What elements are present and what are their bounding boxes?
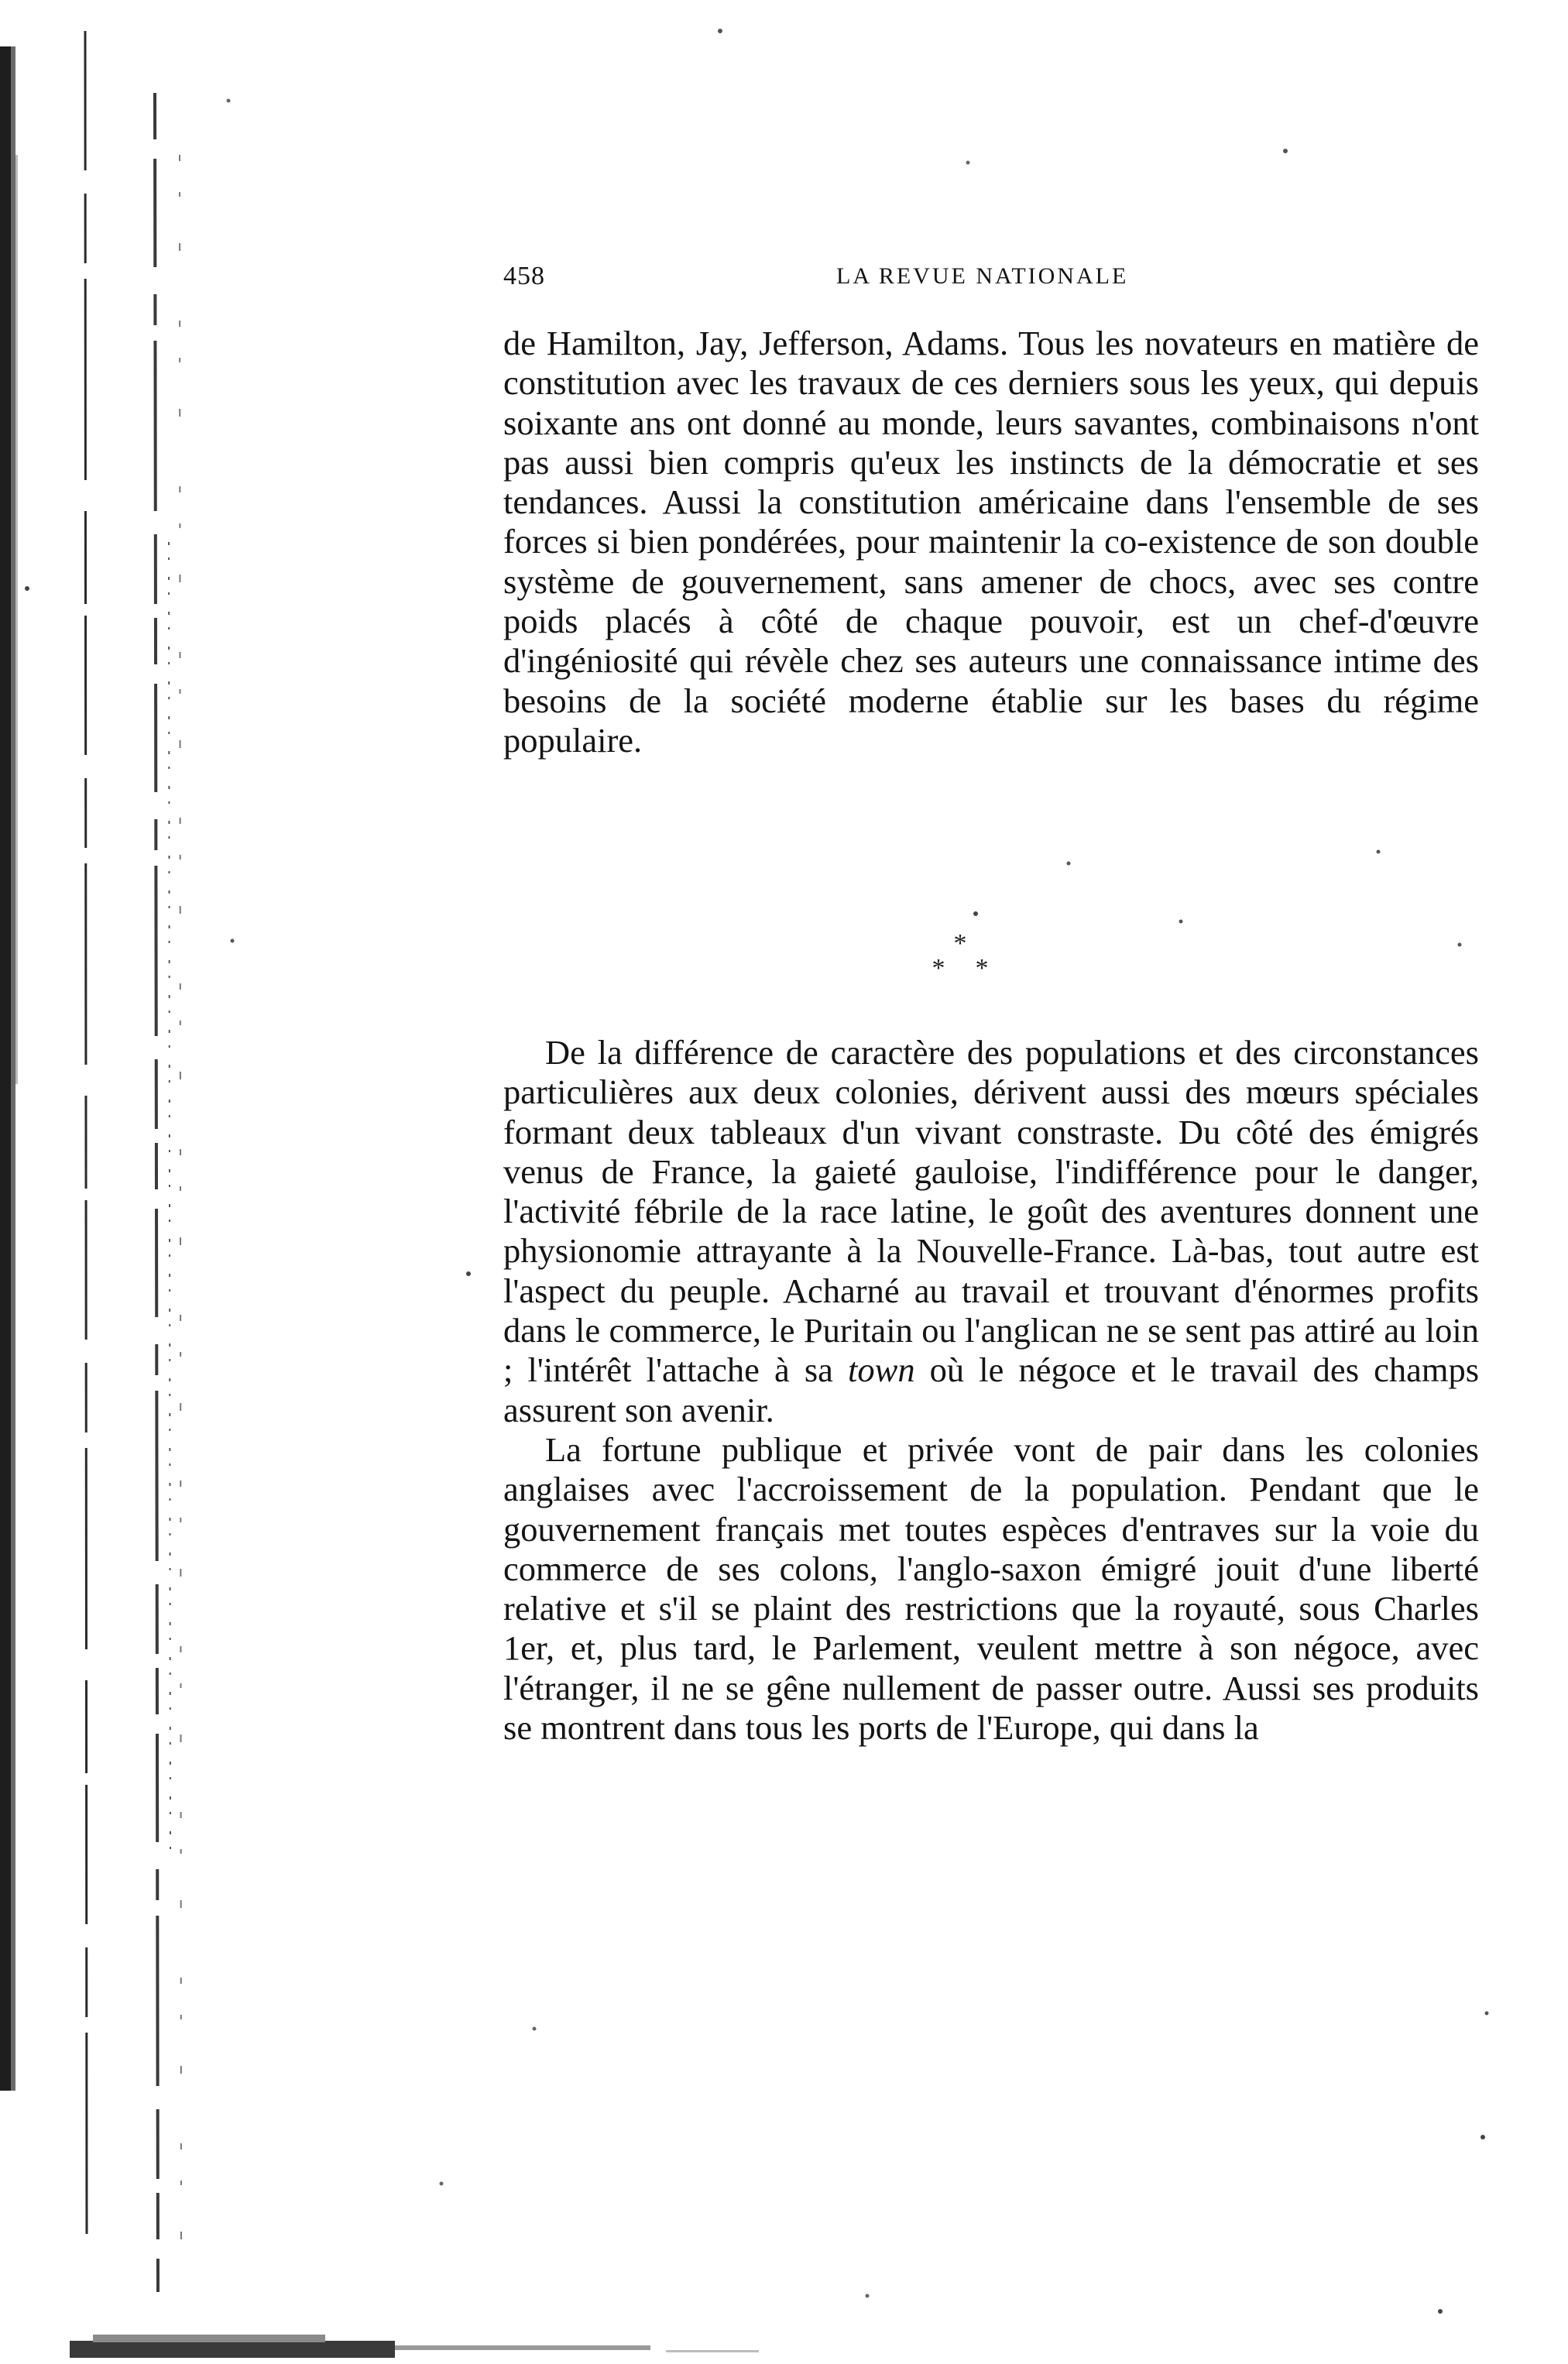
paragraph-3-text-after: , et, plus tard, le Parlement, veulent mettre à son négoce, avec l'étranger, il ne se gêne nullement de passer outre. Aussi ses produits se montrent dans tous les ports de l'Europe, qui dans la <box>503 1628 1479 1748</box>
svg-text:*: * <box>932 954 945 983</box>
paragraph-2 <box>503 1033 1479 1430</box>
scan-binding-edge <box>0 0 217 2364</box>
text-block-2 <box>503 1033 1479 1748</box>
italic-term-town: town <box>848 1350 915 1390</box>
paragraph-3-text-before: La fortune publique et privée vont de pair dans les colonies anglaises avec l'accroissement de la population. Pendant que le gouvernement français met toutes espèces d'entraves sur la voie du commerce de ses colons, l'anglo-saxon émigré jouit d'une liberté relative et s'il se plaint des restrictions que la royauté, sous Charles <box>503 1429 1479 1628</box>
ordinal-first: 1er <box>503 1628 547 1668</box>
svg-text:*: * <box>975 954 989 983</box>
asterism-separator <box>914 925 1007 987</box>
paragraph-2-text: De la différence de caractère des populations et des circonstances particulières aux deux colonies, dérivent aussi des mœurs spéciales formant deux tableaux d'un vivant constraste. Du côté des émigrés venus de France, la gaieté gauloise, l'indifférence pour le danger, l'activité fébrile de la race latine, le goût des aventures donnent une physionomie attrayante à la Nouvelle-France. Là-bas, tout autre est l'aspect du peuple. Acharné au travail et trouvant d'énormes profits dans le commerce, le Puritain ou l'anglican ne se sent pas attiré au loin ; l'intérêt l'attache à sa <box>503 1033 1479 1390</box>
text-block-1 <box>503 324 1479 760</box>
paragraph-2-text-after: où le négoce et le travail des champs assurent son avenir. <box>503 1350 1480 1429</box>
svg-text:*: * <box>953 929 967 958</box>
paragraph-1: de Hamilton, Jay, Jefferson, Adams. Tous les novateurs en matière de constitution avec les travaux de ces derniers sous les yeux, qui depuis soixante ans ont donné au monde, leurs savantes, combinaisons n'ont pas aussi bien compris qu'eux les instincts de la démocratie et ses tendances. Aussi la constitution américaine dans l'ensemble de ses forces si bien pondérées, pour maintenir la co-existence de son double système de gouvernement, sans amener de chocs, avec ses contre poids placés à côté de chaque pouvoir, est un chef-d'œuvre d'ingéniosité qui révèle chez ses auteurs une connaissance intime des besoins de la société moderne établie sur les bases du régime populaire. <box>503 324 1479 760</box>
paragraph-3 <box>503 1430 1479 1748</box>
page-header <box>503 262 1479 300</box>
scan-bottom-smudge <box>0 2310 774 2364</box>
running-head: LA REVUE NATIONALE <box>836 263 1129 289</box>
page-number: 458 <box>503 262 545 290</box>
